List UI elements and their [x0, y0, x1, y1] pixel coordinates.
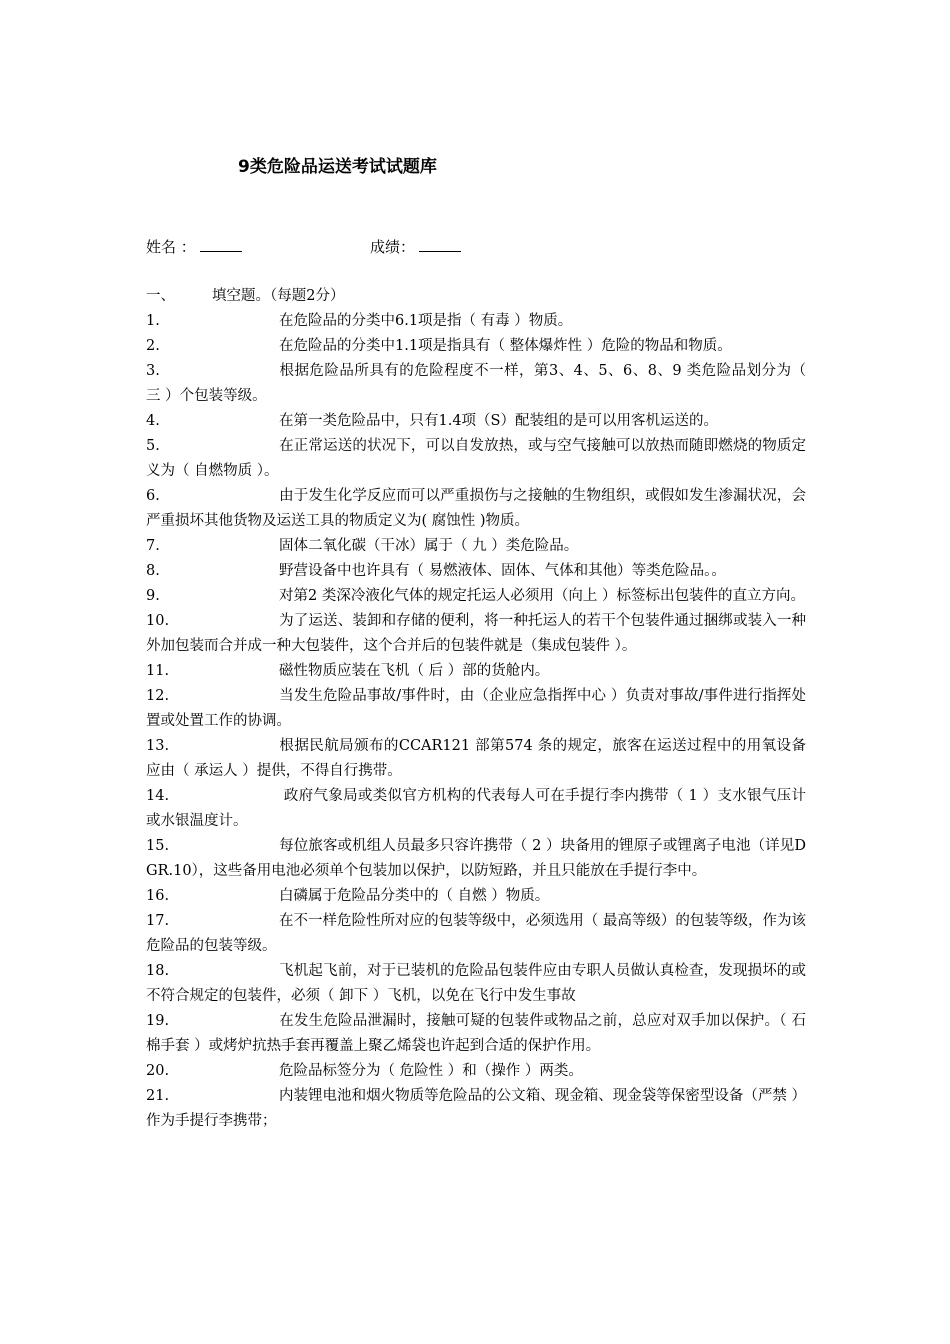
- question-item: [146, 409, 806, 434]
- name-label: 姓名 ：: [146, 238, 196, 256]
- question-text: 根据民航局颁布的CCAR121 部第574 条的规定，旅客在运送过程中的用氧设备应由（ 承运人 ）提供，不得自行携带。: [146, 738, 806, 779]
- score-field: [370, 236, 461, 257]
- question-number: 3.: [146, 363, 160, 379]
- question-item: [146, 434, 806, 484]
- question-number: 13.: [146, 738, 170, 754]
- question-item: [146, 359, 806, 409]
- question-text: 每位旅客或机组人员最多只容许携带（ 2 ）块备用的锂原子或锂离子电池（详见DGR.10），这些备用电池必须单个包装加以保护，以防短路，并且只能放在手提行李中。: [146, 838, 806, 879]
- question-number: 19.: [146, 1013, 170, 1029]
- question-item: [146, 559, 806, 584]
- score-blank: [419, 237, 461, 252]
- question-item: [146, 684, 806, 734]
- question-number: 20.: [146, 1063, 170, 1079]
- question-number: 18.: [146, 963, 170, 979]
- question-text: 政府气象局或类似官方机构的代表每人可在手提行李内携带（ 1 ）支水银气压计或水银温度计。: [146, 788, 806, 829]
- question-number: 12.: [146, 688, 170, 704]
- question-number: 6.: [146, 488, 160, 504]
- question-item: [146, 884, 806, 909]
- question-item: [146, 1009, 806, 1059]
- question-text: 在不一样危险性所对应的包装等级中，必须选用（ 最高等级）的包装等级，作为该危险品的包装等级。: [146, 913, 806, 954]
- question-number: 10.: [146, 613, 170, 629]
- question-item: [146, 909, 806, 959]
- section-number: 一、: [146, 288, 175, 304]
- question-number: 14.: [146, 788, 170, 804]
- question-text: 在正常运送的状况下，可以自发放热，或与空气接触可以放热而随即燃烧的物质定义为（ 自燃物质 ）。: [146, 438, 806, 479]
- question-number: 17.: [146, 913, 170, 929]
- question-text: 危险品标签分为（ 危险性 ）和（操作 ）两类。: [279, 1063, 583, 1079]
- question-text: 由于发生化学反应而可以严重损伤与之接触的生物组织，或假如发生渗漏状况，会严重损坏其他货物及运送工具的物质定义为( 腐蚀性 )物质。: [146, 488, 806, 529]
- question-number: 9.: [146, 588, 160, 604]
- question-text: 对第2 类深冷液化气体的规定托运人必须用（向上 ）标签标出包装件的直立方向。: [279, 588, 805, 604]
- question-text: 在第一类危险品中，只有1.4项（S）配装组的是可以用客机运送的。: [279, 413, 718, 429]
- question-text: 白磷属于危险品分类中的（ 自燃 ）物质。: [279, 888, 550, 904]
- section-title: 填空题。（每题2分）: [212, 288, 345, 304]
- question-text: 固体二氧化碳（干冰）属于（ 九 ）类危险品。: [279, 538, 579, 554]
- question-item: [146, 334, 806, 359]
- question-text: 在危险品的分类中6.1项是指（ 有毒 ）物质。: [279, 313, 573, 329]
- question-number: 8.: [146, 563, 160, 579]
- question-number: 4.: [146, 413, 160, 429]
- question-item: [146, 834, 806, 884]
- question-list: [146, 309, 806, 1134]
- score-label: 成绩：: [370, 238, 416, 256]
- question-item: [146, 734, 806, 784]
- question-item: [146, 584, 806, 609]
- question-item: [146, 484, 806, 534]
- question-item: [146, 309, 806, 334]
- document-title: 9类危险品运送考试试题库: [238, 157, 437, 177]
- question-text: 当发生危险品事故/事件时，由（企业应急指挥中心 ）负责对事故/事件进行指挥处置或处置工作的协调。: [146, 688, 806, 729]
- question-text: 在危险品的分类中1.1项是指具有（ 整体爆炸性 ）危险的物品和物质。: [279, 338, 732, 354]
- question-text: 野营设备中也许具有（ 易燃液体、固体、气体和其他）等类危险品。。: [279, 563, 726, 579]
- question-number: 2.: [146, 338, 160, 354]
- question-item: [146, 1059, 806, 1084]
- question-text: 磁性物质应装在飞机（ 后 ）部的货舱内。: [279, 663, 550, 679]
- question-number: 7.: [146, 538, 160, 554]
- question-item: [146, 1084, 806, 1134]
- question-text: 飞机起飞前，对于已装机的危险品包装件应由专职人员做认真检查，发现损坏的或不符合规定的包装件，必须（ 卸下 ）飞机，以免在飞行中发生事故: [146, 963, 806, 1004]
- question-text: 内装锂电池和烟火物质等危险品的公文箱、现金箱、现金袋等保密型设备（严禁 ）作为手提行李携带；: [146, 1088, 806, 1129]
- section-heading: [146, 284, 344, 305]
- question-number: 1.: [146, 313, 160, 329]
- question-item: [146, 609, 806, 659]
- question-number: 11.: [146, 663, 170, 679]
- name-field: [146, 236, 242, 257]
- question-number: 5.: [146, 438, 160, 454]
- question-number: 21.: [146, 1088, 170, 1104]
- name-blank: [200, 237, 242, 252]
- question-item: [146, 959, 806, 1009]
- question-item: [146, 659, 806, 684]
- question-text: 为了运送、装卸和存储的便利，将一种托运人的若干个包装件通过捆绑或装入一种外加包装而合并成一种大包装件，这个合并后的包装件就是（集成包装件 ）。: [146, 613, 806, 654]
- question-number: 15.: [146, 838, 170, 854]
- question-item: [146, 784, 806, 834]
- question-item: [146, 534, 806, 559]
- question-text: 在发生危险品泄漏时，接触可疑的包装件或物品之前，总应对双手加以保护。（ 石棉手套 ）或烤炉抗热手套再覆盖上聚乙烯袋也许起到合适的保护作用。: [146, 1013, 806, 1054]
- question-number: 16.: [146, 888, 170, 904]
- question-text: 根据危险品所具有的危险程度不一样，第3、4、5、6、8、9 类危险品划分为（ 三 ）个包装等级。: [146, 363, 806, 404]
